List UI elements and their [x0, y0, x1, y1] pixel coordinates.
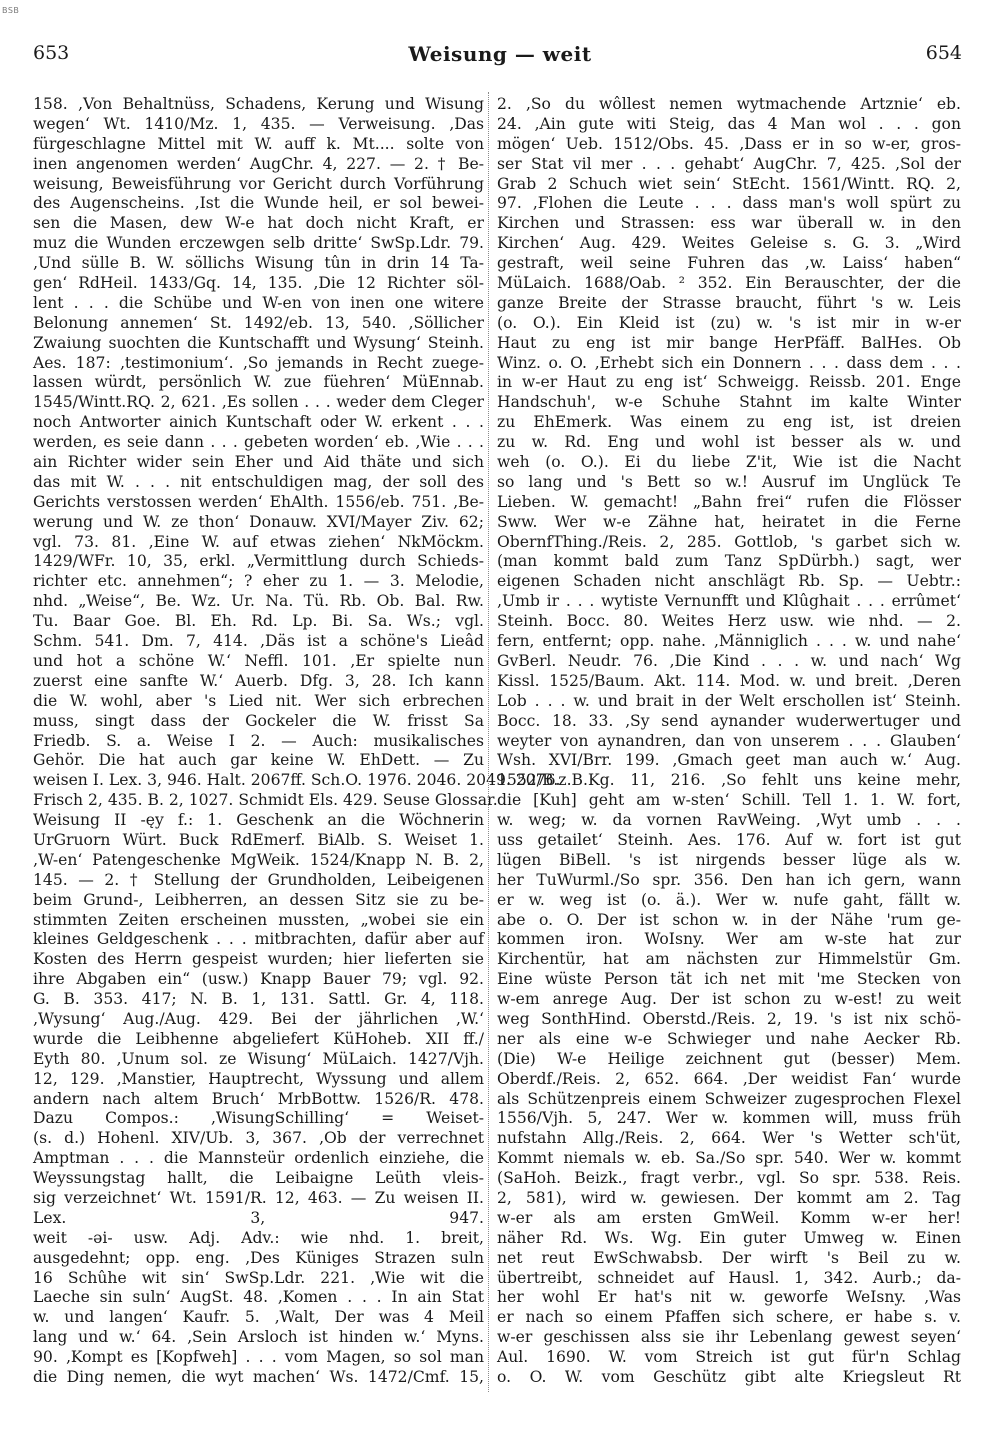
text-line: andern nach altem Bruch‘ MrbBottw. 1526/R. 478. [33, 1089, 484, 1108]
text-line: sen die Masen, dew W-e hat doch nicht Kraft, er [33, 214, 484, 233]
text-line: ‚Umb ir . . . wytiste Vernunfft und Klûghait . . . errûmet‘ [497, 592, 961, 611]
running-title: Weisung — weit [408, 42, 592, 66]
text-line: nhd. „Weise“, Be. Wz. Ur. Na. Tü. Rb. Ob. Bal. Rw. [33, 592, 484, 611]
text-line: zu w. Rd. Eng und wohl ist besser als w. und [497, 433, 961, 452]
text-line: muz die Wunden erczewgen selb dritte‘ SwSp.Ldr. 79. [33, 234, 484, 253]
left-column [33, 95, 561, 1388]
text-line: Belonung annemen‘ St. 1492/eb. 13, 540. ‚Söllicher [33, 313, 484, 332]
text-line: (man kommt bald zum Tanz SpDürbh.) sagt, wer [497, 552, 961, 571]
text-line: 2, 581), wird w. gewiesen. Der kommt am 2. Tag [497, 1188, 961, 1207]
text-line: Steinh. Bocc. 80. Weites Herz usw. wie nhd. — 2. [497, 612, 961, 631]
text-line: Weisung II -ęy f.: 1. Geschenk an die Wöchnerin [33, 811, 484, 830]
text-line: Handschuh', w-e Schuhe Stahnt im kalte Winter [497, 393, 961, 412]
text-line: (Die) W-e Heilige zeichnent gut (besser) Mem. [497, 1049, 961, 1068]
library-stamp: BSB [2, 6, 20, 15]
text-line: Amptman . . . die Mannsteür ordenlich einziehe, die [33, 1149, 484, 1168]
text-line: Schm. 541. Dm. 7, 414. ‚Däs ist a schöne's Lieâd [33, 632, 484, 651]
text-line: Dazu Compos.: ‚WisungSchilling‘ = Weiset- [33, 1109, 484, 1128]
page-header [0, 42, 1000, 72]
text-line: w. weg; w. da vornen RavWeing. ‚Wyt umb . . . [497, 811, 961, 830]
text-line: 1552/B.z.B.Kg. 11, 216. ‚So fehlt uns keine mehr, [497, 771, 961, 790]
text-line: ‚W-en‘ Patengeschenke MgWeik. 1524/Knapp N. B. 2, [33, 850, 484, 869]
text-line: gestraft, weil seine Fuhren das ‚w. Laiss‘ haben“ [497, 254, 961, 273]
text-line: muss, singt dass der Gockeler die W. frisst Sa [33, 711, 484, 730]
text-line: lent . . . die Schübe und W-en von inen one witere [33, 293, 484, 312]
text-line: weisen I. Lex. 3, 946. Halt. 2067ff. Sch.O. 1976. 2046. 2049. 2076. [33, 771, 561, 790]
text-line: w-em anrege Aug. Der ist schon zu w-est! zu weit [497, 990, 961, 1009]
text-line: Kirchen‘ Aug. 429. Weites Geleise s. G. 3. „Wird [497, 234, 961, 253]
text-line: lang und w.‘ 64. ‚Sein Arsloch ist hinden w.‘ Myns. [33, 1328, 484, 1347]
text-line: 1556/Vjh. 5, 247. Wer w. kommen will, muss früh [497, 1109, 961, 1128]
text-line: näher Rd. Ws. Wg. Ein guter Umweg w. Einen [497, 1228, 961, 1247]
text-line: ObernfThing./Reis. 2, 285. Gottlob, 's garbet sich w. [497, 532, 961, 551]
text-line: Frisch 2, 435. B. 2, 1027. Schmidt Els. 429. Seuse Glossar. [33, 791, 498, 810]
text-line: gen‘ RdHeil. 1433/Gq. 14, 135. ‚Die 12 Richter söl- [33, 274, 484, 293]
text-line: werden, es seie dann . . . gebeten worden‘ eb. ‚Wie . . . [33, 433, 484, 452]
text-line: weisung, Beweisführung vor Gericht durch Vorführung [33, 174, 484, 193]
text-line: er w. weg ist (o. ä.). Wer w. nufe gaht, fällt w. [497, 890, 961, 909]
text-line: Gehör. Die hat auch gar keine W. EhDett. — Zu [33, 751, 484, 770]
text-line: das mit W. . . . nit entschuldigen mag, der soll des [33, 472, 484, 491]
text-line: richter etc. annehmen“; ? eher zu 1. — 3. Melodie, [33, 572, 484, 591]
text-line: Eyth 80. ‚Unum sol. ze Wisung‘ MüLaich. 1427/Vjh. [33, 1049, 484, 1068]
text-line: Aul. 1690. W. vom Streich ist gut für'n Schlag [497, 1348, 961, 1367]
column-divider [488, 92, 489, 1392]
text-line: übertreibt, schneidet auf Hausl. 1, 342. Aurb.; da- [497, 1268, 961, 1287]
text-line: zu EhEmerk. Was einem zu eng ist, ist dreien [497, 413, 961, 432]
text-line: her wohl Er hat's nit w. geworfe WeIsny. ‚Was [497, 1288, 961, 1307]
text-line: w-er geschissen alss sie ihr Lebenlang gewest seyen‘ [497, 1328, 961, 1347]
text-line: inen angenomen werden‘ AugChr. 4, 227. — 2. † Be- [33, 154, 484, 173]
text-line: zuerst eine sanfte W.‘ Auerb. Dfg. 3, 28. Ich kann [33, 671, 484, 690]
text-line: Haut zu eng ist mir bange HerPfäff. BalHes. Ob [497, 333, 961, 352]
text-line: Tu. Baar Goe. Bl. Eh. Rd. Lp. Bi. Sa. Ws.; vgl. [33, 612, 484, 631]
text-line: Winz. o. O. ‚Erhebt sich ein Donnern . . . dass dem . . . [497, 353, 961, 372]
text-line: Kissl. 1525/Baum. Akt. 114. Mod. w. und breit. ‚Deren [497, 671, 961, 690]
text-line: eigenen Schaden nicht anschlägt Rb. Sp. — Uebtr.: [497, 572, 961, 591]
text-line: sig verzeichnet‘ Wt. 1591/R. 12, 463. — Zu weisen II. [33, 1188, 484, 1207]
text-line: 97. ‚Flohen die Leute . . . dass man's woll spürt zu [497, 194, 961, 213]
text-line: 16 Schûhe wit sin‘ SwSp.Ldr. 221. ‚Wie wit die [33, 1268, 484, 1287]
text-line: ganze Breite der Strasse braucht, führt 's w. Leis [497, 293, 961, 312]
text-line: wegen‘ Wt. 1410/Mz. 1, 435. — Verweisung. ‚Das [33, 114, 484, 133]
text-line: weg SonthHind. Oberstd./Reis. 2, 19. 's ist nix schö- [497, 1009, 961, 1028]
text-line: 145. — 2. † Stellung der Grundholden, Leibeigenen [33, 870, 484, 889]
text-line: werung und W. ze thon‘ Donauw. XVI/Mayer Ziv. 62; [33, 512, 484, 531]
text-line: in w-er Haut zu eng ist‘ Schweigg. Reissb. 201. Enge [497, 373, 961, 392]
text-line: UrGruorn Würt. Buck RdEmerf. BiAlb. S. Weiset 1. [33, 830, 484, 849]
text-line: Laeche sin suln‘ AugSt. 48. ‚Komen . . . In ain Stat [33, 1288, 484, 1307]
text-line: w. und langen‘ Kaufr. 5. ‚Walt, Der was 4 Meil [33, 1308, 484, 1327]
text-line: als Schützenpreis einem Schweizer zugesprochen Flexel [497, 1089, 961, 1108]
text-line: uss getailet‘ Steinh. Aes. 176. Auf w. fort ist gut [497, 830, 961, 849]
text-line: 90. ‚Kompt es [Kopfweh] . . . vom Magen, so sol man [33, 1348, 484, 1367]
text-line: und hot a schöne W.‘ Neffl. 101. ‚Er spielte nun [33, 651, 484, 670]
text-line: Zwaiung suochten die Kuntschafft und Wysung‘ Steinh. [33, 333, 484, 352]
text-line: lassen würdt, persönlich W. zue füehren‘ MüEnnab. [33, 373, 484, 392]
text-line: Weyssungstag hallt, die Leibaigne Leüth vleis- [33, 1169, 484, 1188]
text-line: so lang und 's Bett so w.! Ausruf im Unglück Te [497, 472, 961, 491]
text-line: beim Grund-, Leibherren, an dessen Sitz sie zu be- [33, 890, 484, 909]
text-line: GvBerl. Neudr. 76. ‚Die Kind . . . w. und nach‘ Wg [497, 651, 961, 670]
text-line: kommen iron. WoIsny. Wer am w-ste hat zur [497, 930, 961, 949]
text-line: ihre Abgaben ein“ (usw.) Knapp Bauer 79; vgl. 92. [33, 970, 484, 989]
text-line: weh (o. O.). Ei du liebe Z'it, Wie ist die Nacht [497, 453, 961, 472]
text-line: weyter von aynandren, dan von unserem . . . Glauben‘ [497, 731, 961, 750]
text-line: nufstahn Allg./Reis. 2, 664. Wer 's Wetter sch'üt, [497, 1129, 961, 1148]
text-line: ‚Und sülle B. W. söllichs Wisung tûn in drin 14 Ta- [33, 254, 484, 273]
text-line: Grab 2 Schuch wiet sein‘ StEcht. 1561/Wintt. RQ. 2, [497, 174, 961, 193]
page-number-right: 654 [925, 42, 962, 64]
text-line: ‚Wysung‘ Aug./Aug. 429. Bei der jährlichen ‚W.‘ [33, 1009, 484, 1028]
text-line: ain Richter wider sein Eher und Aid thäte und sich [33, 453, 484, 472]
text-line: 24. ‚Ain gute witi Steig, das 4 Man wol . . . gon [497, 114, 961, 133]
text-line: die W. wohl, aber 's Lied nit. Wer sich erbrechen [33, 691, 484, 710]
text-line: 12, 129. ‚Manstier, Hauptrecht, Wyssung und allem [33, 1069, 484, 1088]
text-line: (SaHoh. Beizk., fragt verbr., vgl. So spr. 538. Reis. [497, 1169, 961, 1188]
text-line: die [Kuh] geht am w-sten‘ Schill. Tell 1. 1. W. fort, [497, 791, 961, 810]
text-line: fern, entfernt; opp. nahe. ‚Männiglich . . . w. und nahe‘ [497, 632, 961, 651]
text-line: weit -əi- usw. Adj. Adv.: wie nhd. 1. breit, [33, 1228, 484, 1247]
text-line: Aes. 187: ‚testimonium‘. ‚So jemands in Recht zuege- [33, 353, 484, 372]
right-column [497, 95, 961, 1388]
text-line: (o. O.). Ein Kleid ist (zu) w. 's ist mir in w-er [497, 313, 961, 332]
text-line: abe o. O. Der ist schon w. in der Nähe 'rum ge- [497, 910, 961, 929]
text-line: des Augenscheins. ‚Ist die Wunde heil, er sol bewei- [33, 194, 484, 213]
text-line: Lieben. W. gemacht! „Bahn frei“ rufen die Flösser [497, 492, 961, 511]
text-line: er nach so einem Pfaffen sich schere, er habe s. v. [497, 1308, 961, 1327]
text-line: Bocc. 18. 33. ‚Sy send aynander wuderwertuger und [497, 711, 961, 730]
text-line: Oberdf./Reis. 2, 652. 664. ‚Der weidist Fan‘ wurde [497, 1069, 961, 1088]
text-line: Wsh. XVI/Brr. 199. ‚Gmach geet man auch w.‘ Aug. [497, 751, 961, 770]
text-line: MüLaich. 1688/Oab. ² 352. Ein Berauschter, der die [497, 274, 961, 293]
text-line: Kosten des Herrn gespeist wurden; hier lieferten sie [33, 950, 484, 969]
text-line: 1545/Wintt.RQ. 2, 621. ‚Es sollen . . . weder dem Cleger [33, 393, 484, 412]
text-line: 158. ‚Von Behaltnüss, Schadens, Kerung und Wisung [33, 95, 484, 113]
text-line: lügen BiBell. 's ist nirgends besser lüge als w. [497, 850, 961, 869]
text-line: Kirchentür, hat am nächsten zur Himmelstür Gm. [497, 950, 961, 969]
text-line: Friedb. S. a. Weise I 2. — Auch: musikalisches [33, 731, 484, 750]
text-line: Kirchen und Strassen: ess war überall w. in den [497, 214, 961, 233]
text-line: G. B. 353. 417; N. B. 1, 131. Sattl. Gr. 4, 118. [33, 990, 484, 1009]
text-line: ser Stat vil mer . . . gehabt‘ AugChr. 7, 425. ‚Sol der [497, 154, 961, 173]
text-line: 1429/WFr. 10, 35, erkl. „Vermittlung durch Schieds- [33, 552, 484, 571]
text-line: vgl. 73. 81. ‚Eine W. auf etwas ziehen‘ NkMöckm. [33, 532, 484, 551]
text-line: w-er als am ersten GmWeil. Komm w-er her! [497, 1208, 961, 1227]
text-line: ner als eine w-e Schwieger und nahe Aecker Rb. [497, 1029, 961, 1048]
text-line: mögen‘ Ueb. 1512/Obs. 45. ‚Dass er in so w-er, gros- [497, 134, 961, 153]
text-line: Eine wüste Person tät ich net mit 'me Stecken von [497, 970, 961, 989]
text-line: net reut EwSchwabsb. Der wirft 's Beil zu w. [497, 1248, 961, 1267]
page-number-left: 653 [33, 42, 70, 64]
text-line: fürgeschlagne Mittel mit W. auff k. Mt.... solte von [33, 134, 484, 153]
text-line: 2. ‚So du wôllest nemen wytmachende Artznie‘ eb. [497, 95, 961, 113]
text-line: Sww. Wer w-e Zähne hat, heiratet in die Ferne [497, 512, 961, 531]
text-line: ausgedehnt; opp. eng. ‚Des Küniges Strazen suln [33, 1248, 484, 1267]
text-line: Lex. 3, 947. [33, 1208, 484, 1227]
text-line: wurde die Leibhenne abgeliefert KüHoheb. XII ff./ [33, 1029, 484, 1048]
text-line: kleines Geldgeschenk . . . mitbrachten, dafür aber auf [33, 930, 484, 949]
text-line: noch Antworter ainich Kuntschaft oder W. erkent . . . [33, 413, 484, 432]
text-line: Gerichts verstossen werden‘ EhAlth. 1556/eb. 751. ‚Be- [33, 492, 484, 511]
text-line: o. O. W. vom Geschütz gibt alte Kriegsleut Rt [497, 1368, 961, 1386]
text-line: her TuWurml./So spr. 356. Den han ich gern, wann [497, 870, 961, 889]
text-line: die Ding nemen, die wyt machen‘ Ws. 1472/Cmf. 15, [33, 1368, 484, 1386]
text-line: (s. d.) Hohenl. XIV/Ub. 3, 367. ‚Ob der verrechnet [33, 1129, 484, 1148]
text-line: Lob . . . w. und brait in der Welt erschollen ist‘ Steinh. [497, 691, 961, 710]
text-line: stimmten Zeiten erscheinen mussten, „wobei sie ein [33, 910, 484, 929]
text-line: Kommt niemals w. eb. Sa./So spr. 540. Wer w. kommt [497, 1149, 961, 1168]
